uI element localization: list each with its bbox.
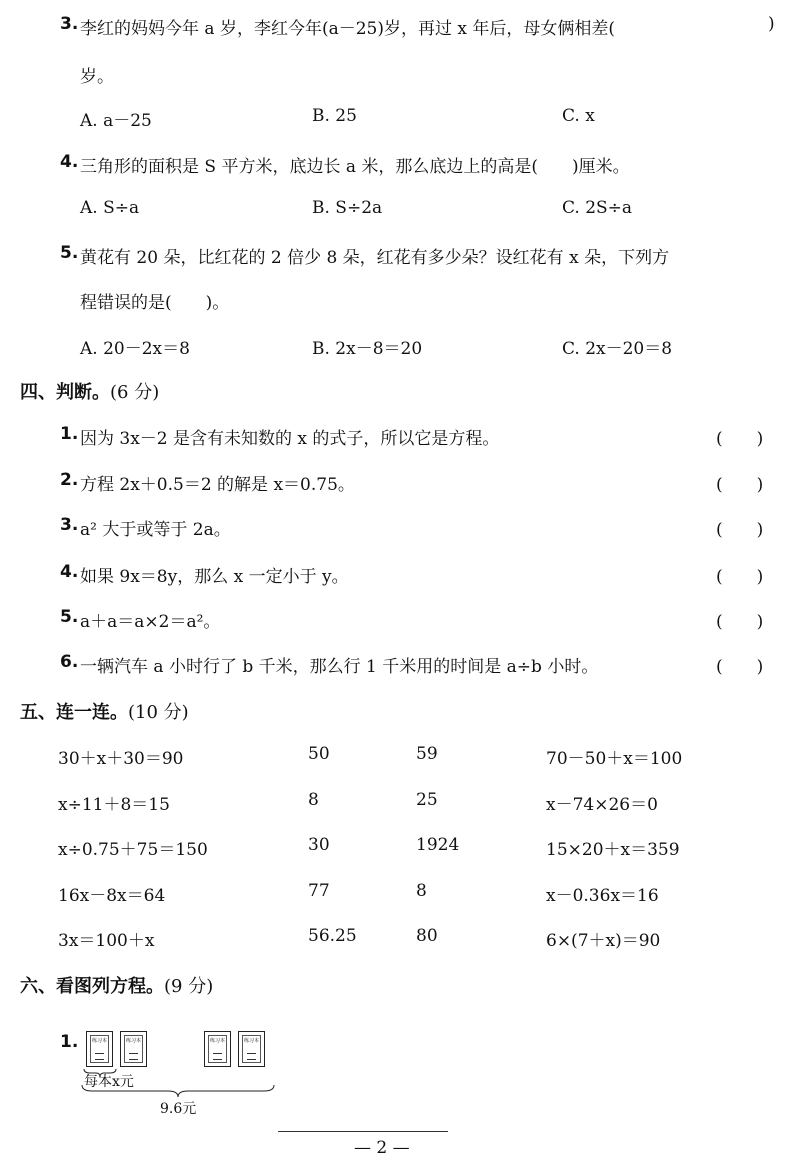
notebook-label: 练习本	[92, 1038, 108, 1044]
option-c: C. 2x－20＝8	[562, 339, 673, 359]
item-text: a² 大于或等于 2a。	[80, 520, 231, 540]
option-a: A. 20－2x＝8	[80, 339, 190, 359]
equation-left[interactable]: 30＋x＋30＝90	[58, 749, 184, 769]
question-text-continued: 程错误的是( )。	[80, 293, 230, 313]
notebook-image	[120, 1031, 147, 1067]
question-number: 4.	[60, 152, 79, 172]
section-points: (10 分)	[128, 702, 189, 723]
equation-right[interactable]: x－74×26＝0	[546, 795, 658, 815]
section-points: (9 分)	[164, 976, 214, 997]
equation-right[interactable]: 70－50＋x＝100	[546, 749, 683, 769]
value-left[interactable]: 50	[308, 744, 330, 764]
answer-paren[interactable]: ( )	[716, 429, 764, 449]
item-text: a＋a＝a×2＝a²。	[80, 612, 221, 632]
option-c: C. x	[562, 106, 595, 126]
total-price-label: 9.6元	[160, 1101, 197, 1117]
value-left[interactable]: 30	[308, 835, 330, 855]
value-left[interactable]: 8	[308, 790, 319, 810]
equation-right[interactable]: 15×20＋x＝359	[546, 840, 680, 860]
equation-left[interactable]: 16x－8x＝64	[58, 886, 166, 906]
answer-paren-close: )	[768, 14, 775, 34]
option-b: B. 25	[312, 106, 357, 126]
option-b: B. 2x－8＝20	[312, 339, 423, 359]
answer-paren[interactable]: ( )	[716, 612, 764, 632]
question-number: 5.	[60, 243, 79, 263]
question-text-continued: 岁。	[80, 67, 114, 87]
question-text: 三角形的面积是 S 平方米，底边长 a 米，那么底边上的高是( )厘米。	[80, 157, 630, 177]
option-a: A. a－25	[80, 111, 152, 131]
item-number: 5.	[60, 607, 79, 627]
item-text: 因为 3x－2 是含有未知数的 x 的式子，所以它是方程。	[80, 429, 500, 449]
section-points: (6 分)	[110, 382, 160, 403]
item-text: 方程 2x＋0.5＝2 的解是 x＝0.75。	[80, 475, 355, 495]
answer-paren[interactable]: ( )	[716, 520, 764, 540]
question-number: 3.	[60, 14, 79, 34]
equation-left[interactable]: 3x＝100＋x	[58, 931, 155, 951]
equation-right[interactable]: x－0.36x＝16	[546, 886, 659, 906]
each-price-label: 每本x元	[84, 1074, 134, 1090]
item-number: 3.	[60, 515, 79, 535]
item-number: 1.	[60, 424, 79, 444]
answer-paren[interactable]: ( )	[716, 657, 764, 677]
section-heading	[20, 378, 159, 404]
item-text: 如果 9x＝8y，那么 x 一定小于 y。	[80, 567, 349, 587]
equation-right[interactable]: 6×(7＋x)＝90	[546, 931, 661, 951]
page-number: — 2 —	[354, 1138, 410, 1158]
value-right[interactable]: 80	[416, 926, 438, 946]
section-title: 六、看图列方程。	[20, 976, 164, 997]
answer-paren[interactable]: ( )	[716, 567, 764, 587]
option-a: A. S÷a	[80, 198, 140, 218]
footer-divider	[278, 1131, 448, 1132]
value-right[interactable]: 8	[416, 881, 427, 901]
question-text: 李红的妈妈今年 a 岁，李红今年(a－25)岁，再过 x 年后，母女俩相差(	[80, 19, 616, 39]
question-text: 黄花有 20 朵，比红花的 2 倍少 8 朵，红花有多少朵？设红花有 x 朵，下列方	[80, 248, 670, 268]
option-b: B. S÷2a	[312, 198, 383, 218]
item-number: 4.	[60, 562, 79, 582]
notebook-label: 练习本	[126, 1038, 142, 1044]
notebook-label: 练习本	[244, 1038, 260, 1044]
notebook-image	[86, 1031, 113, 1067]
question-number: 1.	[60, 1032, 79, 1052]
value-left[interactable]: 56.25	[308, 926, 357, 946]
equation-left[interactable]: x÷0.75＋75＝150	[58, 840, 208, 860]
notebook-label: 练习本	[210, 1038, 226, 1044]
answer-paren[interactable]: ( )	[716, 475, 764, 495]
section-title: 四、判断。	[20, 382, 110, 403]
option-c: C. 2S÷a	[562, 198, 633, 218]
notebook-image	[204, 1031, 231, 1067]
total-brace	[80, 1084, 280, 1098]
item-number: 6.	[60, 652, 79, 672]
notebook-image	[238, 1031, 265, 1067]
value-right[interactable]: 1924	[416, 835, 460, 855]
section-heading	[20, 698, 189, 724]
equation-left[interactable]: x÷11＋8＝15	[58, 795, 170, 815]
value-left[interactable]: 77	[308, 881, 330, 901]
item-number: 2.	[60, 470, 79, 490]
value-right[interactable]: 25	[416, 790, 438, 810]
value-right[interactable]: 59	[416, 744, 438, 764]
item-text: 一辆汽车 a 小时行了 b 千米，那么行 1 千米用的时间是 a÷b 小时。	[80, 657, 599, 677]
section-title: 五、连一连。	[20, 702, 128, 723]
section-heading	[20, 972, 213, 998]
